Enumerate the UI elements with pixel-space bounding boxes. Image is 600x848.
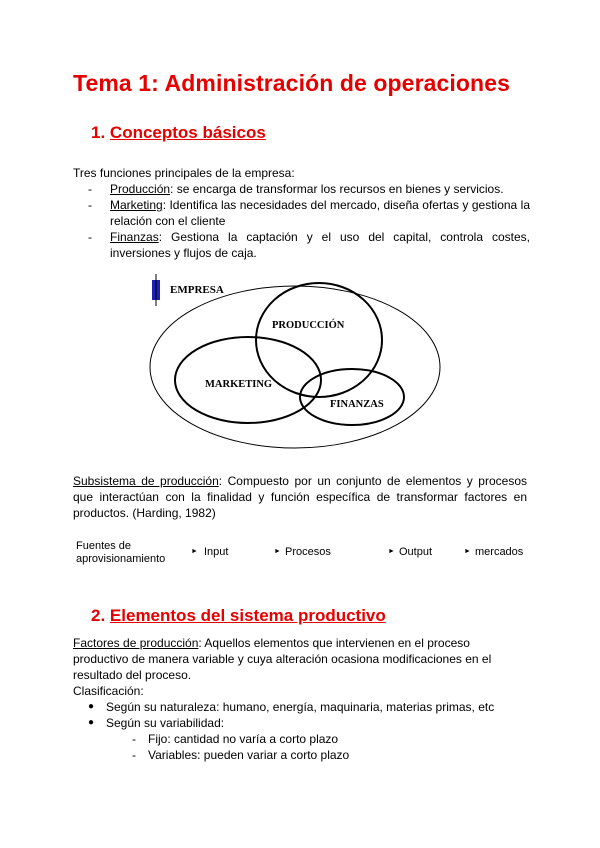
flow-step-mercados: mercados [475,546,524,558]
dash-marker: - [132,732,136,746]
list-item [86,181,530,197]
flow-step-procesos: Procesos [285,546,331,558]
flow-arrow: ► [274,548,281,555]
factors-paragraph [73,635,513,683]
sub-item-text: Fijo: cantidad no varía a corto plazo [148,732,339,746]
section-1-heading [91,123,266,143]
item-text: : Identifica las necesidades del mercado, diseña ofertas y gestiona la relación con el cliente [110,198,530,228]
section-1-intro: Tres funciones principales de la empresa: [73,166,295,180]
classification-list [86,699,494,763]
bullet-text: Según su naturaleza: humano, energía, maquinaria, materias primas, etc [106,700,495,714]
functions-list [86,181,530,261]
flow-step-input: Input [204,546,229,558]
flow-arrow: ► [464,548,471,555]
item-term: Finanzas [110,230,159,244]
flow-source [76,540,165,566]
list-item [86,229,530,261]
finanzas-label: FINANZAS [330,399,384,410]
venn-diagram [148,268,458,458]
item-text: : Gestiona la captación y el uso del capital, controla costes, inversiones y flujos de caja. [110,230,530,260]
empresa-ellipse [150,286,440,448]
flow-source-line2: aprovisionamiento [76,553,166,565]
subsystem-paragraph [73,473,527,521]
list-item [86,197,530,229]
section-1-number: 1. [91,123,106,142]
variability-sublist [106,731,494,763]
flow-source-line1: Fuentes de [76,540,132,552]
dash-marker: - [88,230,92,244]
sub-item-text: Variables: pueden variar a corto plazo [148,748,350,762]
section-2-number: 2. [91,606,106,625]
sub-list-item [128,731,494,747]
bullet-marker: ● [88,717,95,728]
section-2-title: Elementos del sistema productivo [109,606,386,625]
list-item [86,715,494,763]
dash-marker: - [132,748,136,762]
produccion-label: PRODUCCIÓN [272,320,345,331]
bullet-marker: ● [88,701,95,712]
item-text: : se encarga de transformar los recursos en bienes y servicios. [170,182,504,196]
section-2-heading [91,606,386,626]
list-item [86,699,494,715]
production-flow [72,540,542,570]
dash-marker: - [88,198,92,212]
flow-arrow: ► [388,548,395,555]
flow-arrow: ► [191,548,198,555]
sub-list-item [128,747,494,763]
bullet-text: Según su variabilidad: [106,716,225,730]
subsystem-text: : Compuesto por un conjunto de elementos y procesos que interactúan con la finalidad y función específica de transformar factores en productos. (Harding, 1982) [73,474,527,520]
marketing-label: MARKETING [205,379,273,390]
item-term: Producción [110,182,171,196]
flow-step-output: Output [399,546,433,558]
item-term: Marketing [110,198,163,212]
factors-term: Factores de producción [73,636,199,650]
page-title: Tema 1: Administración de operaciones [73,70,510,96]
dash-marker: - [88,182,92,196]
classification-label: Clasificación: [73,684,144,698]
empresa-label: EMPRESA [170,284,224,296]
section-1-title: Conceptos básicos [109,123,266,142]
factors-text: : Aquellos elementos que intervienen en el proceso productivo de manera variable y cuya alteración ocasiona modificaciones en el resultado del proceso. [73,636,492,682]
subsystem-term: Subsistema de producción [73,474,219,488]
